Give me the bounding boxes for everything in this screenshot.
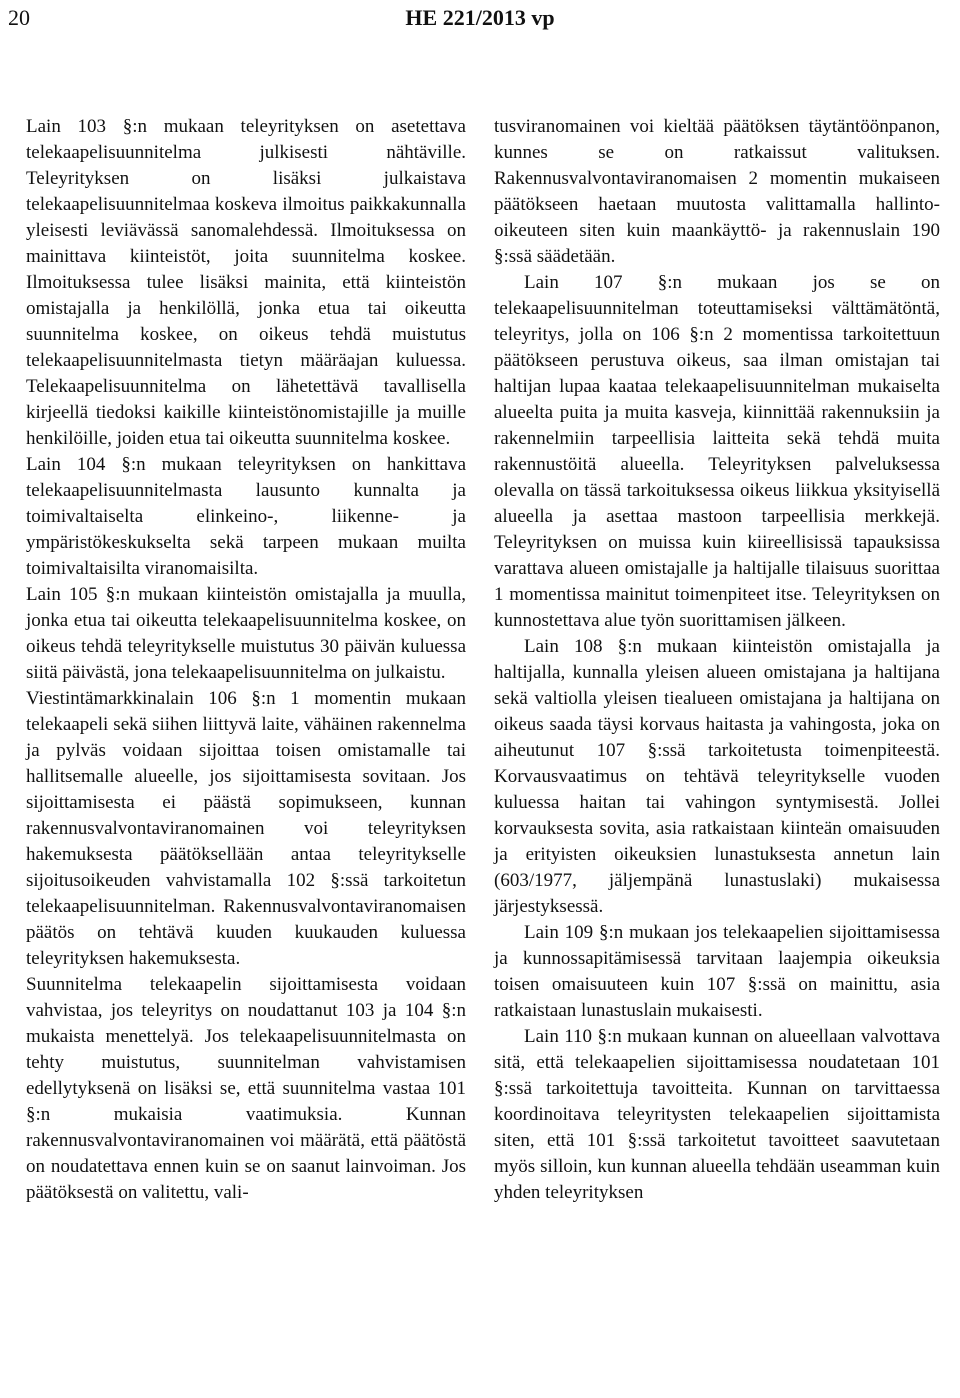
right-column	[494, 114, 940, 1206]
paragraph: Lain 110 §:n mukaan kunnan on alueellaan valvottava sitä, että telekaapelien sijoittamisessa noudatetaan 101 §:ssä tarkoitettuja tavoitteita. Kunnan on tarvittaessa koordinoitava teleyritysten telekaapelien sijoittamista siten, että 101 §:ssä tarkoitetut tavoitteet saavutetaan myös silloin, kun kunnan alueella tehdään useamman kuin yhden teleyrityksen	[494, 1026, 940, 1203]
paragraph: Viestintämarkkinalain 106 §:n 1 momentin mukaan telekaapeli sekä siihen liittyvä laite, vähäinen rakennelma ja pylväs voidaan sijoittaa toisen omistamalle tai hallitsemalle alueelle, jos sijoittamisesta sovitaan. Jos sijoittamisesta ei päästä sopimukseen, kunnan rakennusvalvontaviranomainen voi teleyrityksen hakemuksesta päätöksellään antaa teleyritykselle sijoitusoikeuden vahvistamalla 102 §:ssä tarkoitetun telekaapelisuunnitelman. Rakennusvalvontaviranomaisen päätös on tehtävä kuuden kuukauden kuluessa teleyrityksen hakemuksesta.	[26, 688, 466, 969]
paragraph: tusviranomainen voi kieltää päätöksen täytäntöönpanon, kunnes se on ratkaissut valituksen. Rakennusvalvontaviranomaisen 2 momentin mukaiseen päätökseen haetaan muutosta valittamalla hallinto-oikeuteen siten kuin maankäyttö- ja rakennuslain 190 §:ssä säädetään.	[494, 116, 940, 267]
paragraph: Lain 108 §:n mukaan kiinteistön omistajalla ja haltijalla, kunnalla yleisen alueen omistajana ja haltijana sekä valtiolla yleisen tiealueen omistajana ja haltijana on oikeus saada täysi korvaus haitasta ja vahingosta, joka on aiheutunut 107 §:ssä tarkoitetusta toimenpiteestä. Korvausvaatimus on tehtävä teleyritykselle vuoden kuluessa haitan tai vahingon syntymisestä. Jollei korvauksesta sovita, asia ratkaistaan kiinteän omaisuuden ja erityisten oikeuksien lunastuksesta annetun lain (603/1977, jäljempänä lunastuslaki) mukaisessa järjestyksessä.	[494, 636, 940, 917]
document-id: HE 221/2013 vp	[405, 5, 555, 30]
paragraph: Lain 105 §:n mukaan kiinteistön omistajalla ja muulla, jonka etua tai oikeutta telekaapelisuunnitelma koskee, on oikeus tehdä teleyritykselle muistutus 30 päivän kuluessa siitä päivästä, jona telekaapelisuunnitelma on julkaistu.	[26, 584, 466, 683]
paragraph: Lain 107 §:n mukaan jos se on telekaapelisuunnitelman toteuttamiseksi välttämätöntä, teleyritys, jolla on 106 §:n 2 momentissa tarkoitettuun päätökseen perustuva oikeus, saa ilman omistajan tai haltijan lupaa kaataa telekaapelisuunnitelman mukaiselta alueelta puita ja muita kasveja, kiinnittää rakennuksiin ja rakennelmiin tarpeellisia laitteita sekä tehdä muita rakennustöitä alueella. Teleyrityksen palveluksessa olevalla on tässä tarkoituksessa oikeus liikkua yksityisellä alueella ja asettaa mastoon tarpeellisia merkkejä. Teleyrityksen on muissa kuin kiireellisissä tapauksissa varattava alueen omistajalle ja haltijalle tilaisuus suorittaa 1 momentissa mainitut toimenpiteet itse. Teleyrityksen on kunnostettava alue työn suorittamisen jälkeen.	[494, 272, 940, 631]
paragraph: Lain 103 §:n mukaan teleyrityksen on asetettava telekaapelisuunnitelma julkisesti nähtäville. Teleyrityksen on lisäksi julkaistava telekaapelisuunnitelmaa koskeva ilmoitus paikkakunnalla yleisesti leviävässä sanomalehdessä. Ilmoituksessa on mainittava kiinteistöt, joita suunnitelma koskee. Ilmoituksessa tulee lisäksi mainita, että kiinteistön omistajalla ja henkilöllä, jonka etua tai oikeutta suunnitelma koskee, on oikeus tehdä muistutus telekaapelisuunnitelmasta tietyn määräajan kuluessa. Telekaapelisuunnitelma on lähetettävä tavallisella kirjeellä tiedoksi kaikille kiinteistönomistajille ja muille henkilöille, joiden etua tai oikeutta suunnitelma koskee.	[26, 116, 466, 449]
page-number: 20	[8, 5, 30, 30]
paragraph: Lain 109 §:n mukaan jos telekaapelien sijoittamisessa ja kunnossapitämisessä tarvitaan laajempia oikeuksia toisen omaisuuteen kuin 107 §:ssä on mainittu, asia ratkaistaan lunastuslain mukaisesti.	[494, 922, 940, 1021]
page-header	[0, 0, 960, 40]
paragraph: Suunnitelma telekaapelin sijoittamisesta voidaan vahvistaa, jos teleyritys on noudattanut 103 ja 104 §:n mukaista menettelyä. Jos telekaapelisuunnitelmasta on tehty muistutus, suunnitelman vahvistamisen edellytyksenä on lisäksi se, että suunnitelma vastaa 101 §:n mukaisia vaatimuksia. Kunnan rakennusvalvontaviranomainen voi määrätä, että päätöstä on noudatettava ennen kuin se on saanut lainvoiman. Jos päätöksestä on valitettu, vali-	[26, 974, 466, 1203]
left-column	[26, 114, 466, 1206]
paragraph: Lain 104 §:n mukaan teleyrityksen on hankittava telekaapelisuunnitelmasta lausunto kunnalta ja toimivaltaiselta elinkeino-, liikenne- ja ympäristökeskukselta sekä tarpeen mukaan muilta toimivaltaisilta viranomaisilta.	[26, 454, 466, 579]
